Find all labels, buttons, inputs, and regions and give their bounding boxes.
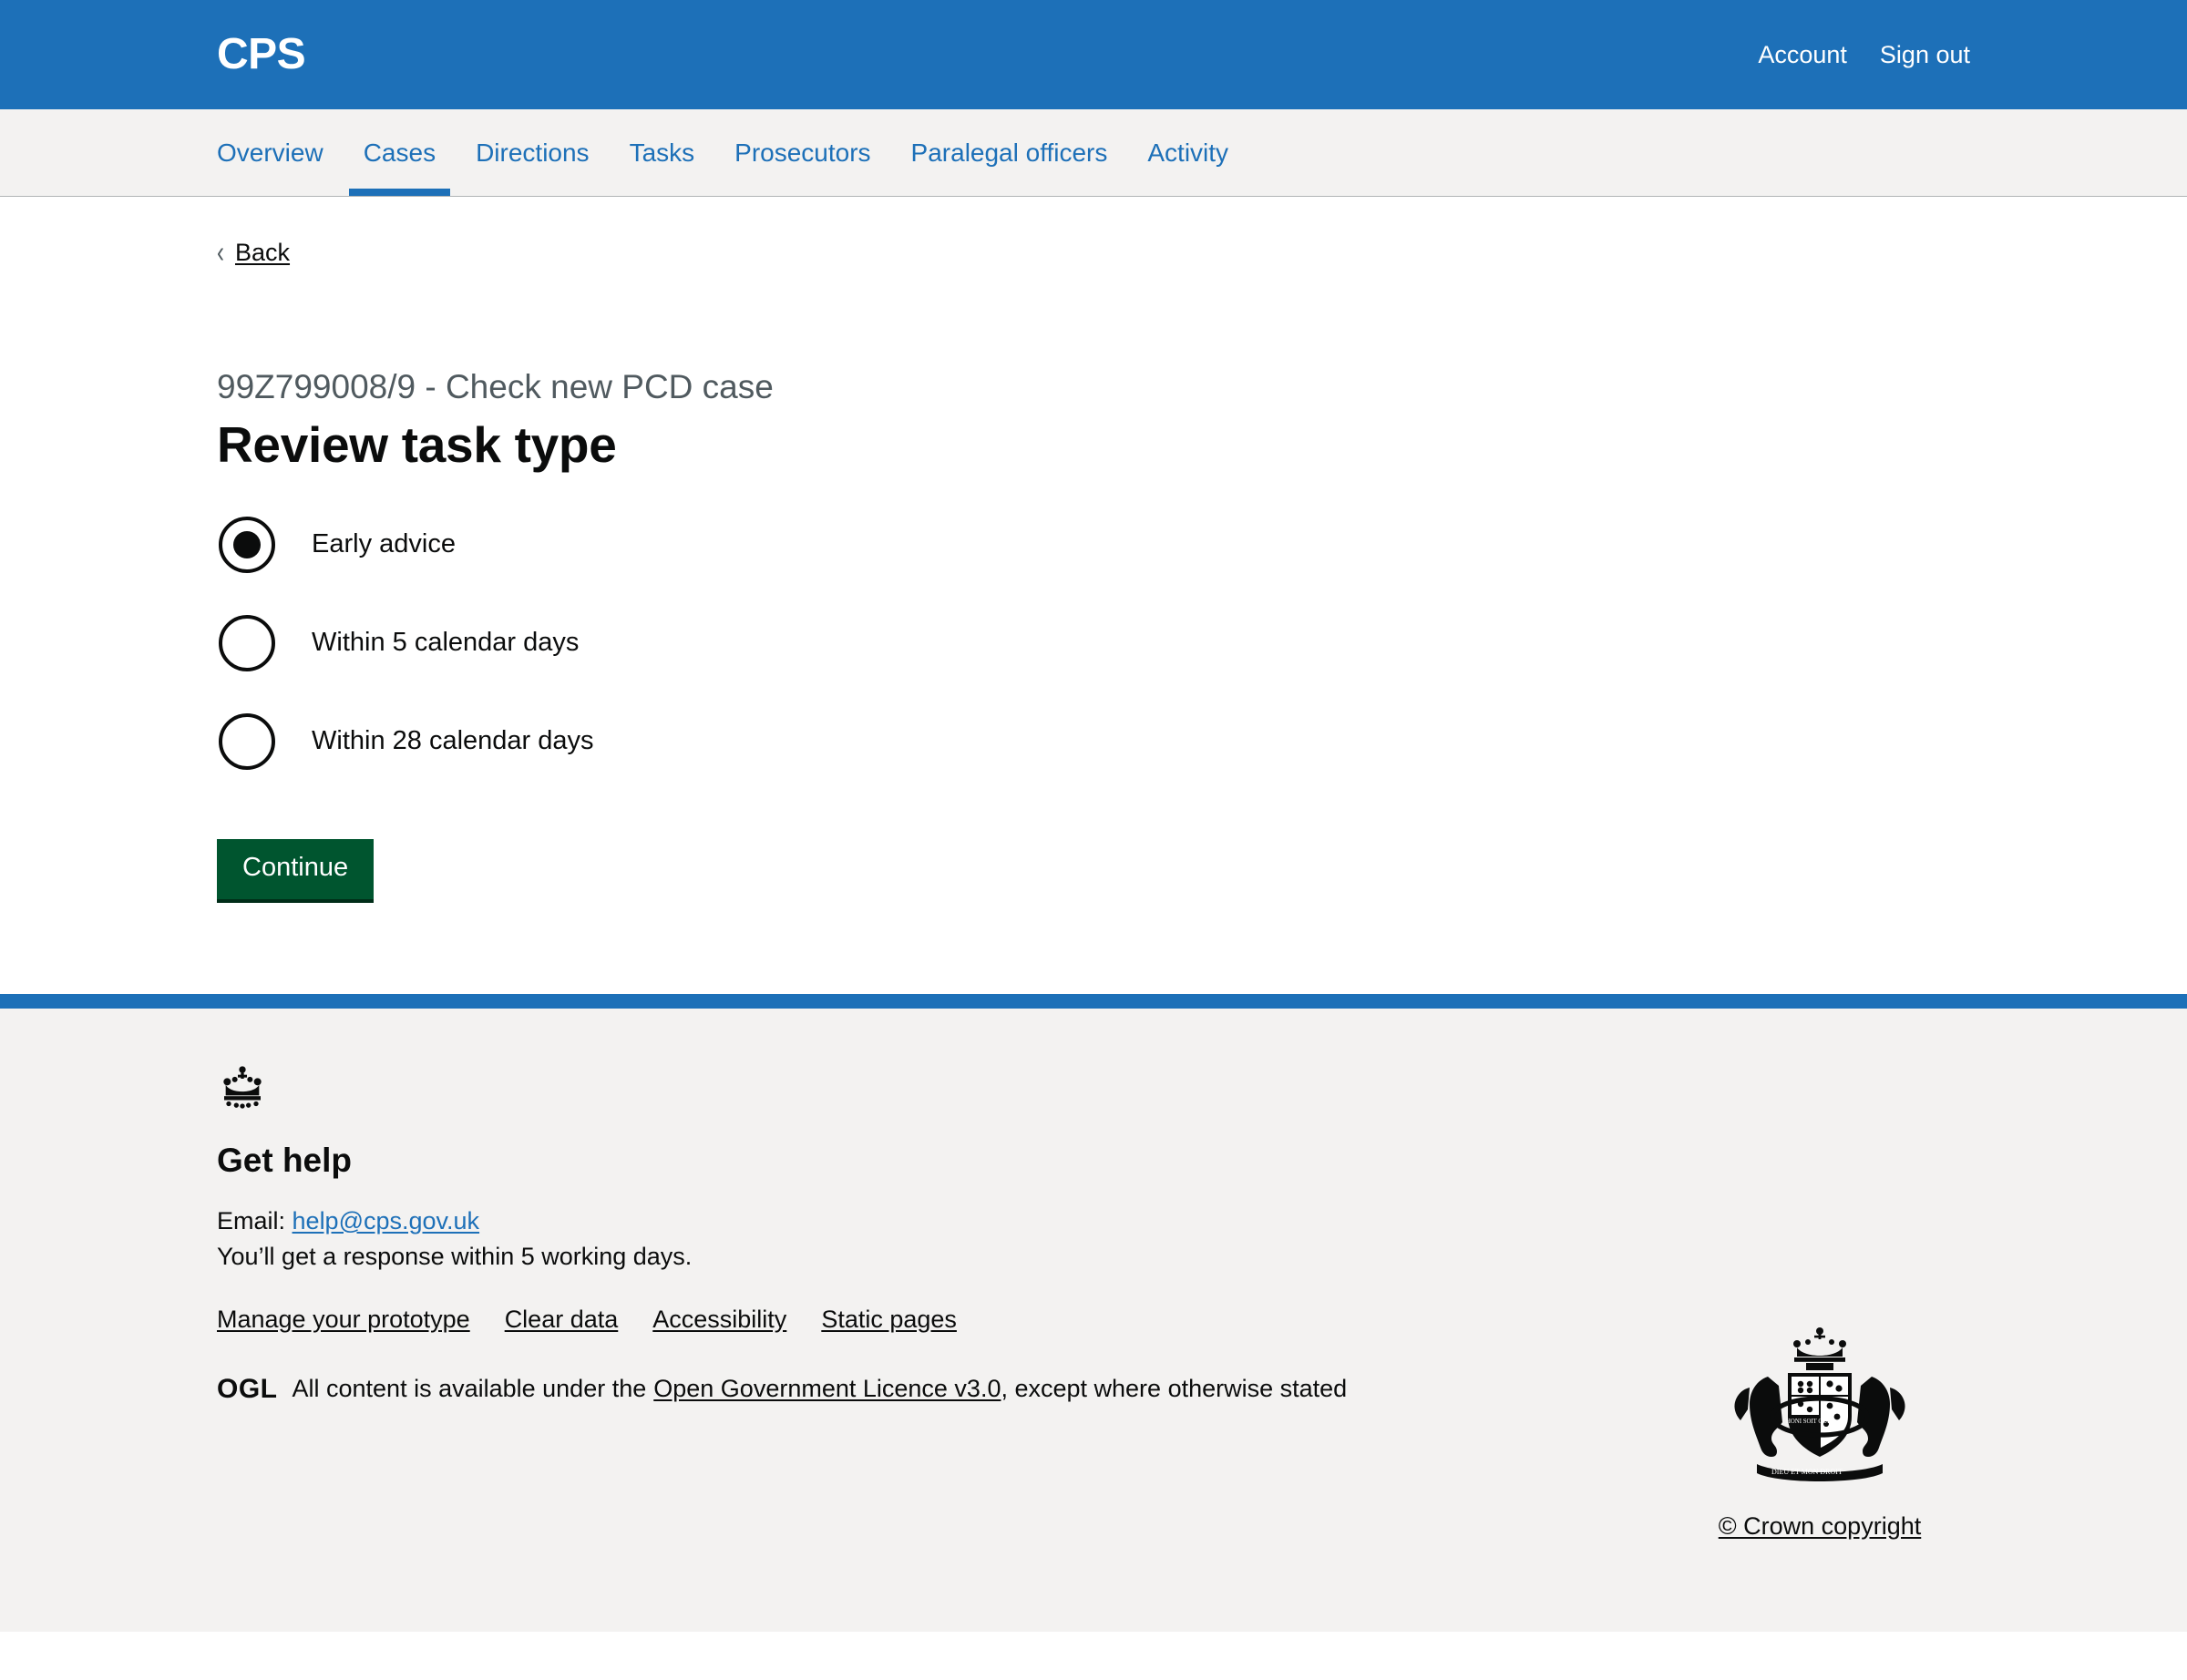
response-note: You’ll get a response within 5 working days.	[217, 1242, 693, 1270]
nav-link-directions[interactable]: Directions	[476, 138, 590, 167]
help-email-link[interactable]: help@cps.gov.uk	[292, 1206, 480, 1234]
sign-out-link[interactable]: Sign out	[1879, 40, 1970, 68]
nav-item-cases[interactable]	[344, 109, 456, 196]
get-help-heading: Get help	[217, 1141, 353, 1179]
footer-link-manage-your-prototype[interactable]: Manage your prototype	[217, 1305, 470, 1333]
nav-item-paralegal-officers[interactable]	[891, 109, 1128, 196]
radio-option-within-5-calendar-days[interactable]	[217, 604, 1970, 682]
page-title: Review task type	[217, 416, 617, 474]
licence-suffix-text: , except where otherwise stated	[1001, 1375, 1348, 1403]
svg-text:DIEU ET MON DROIT: DIEU ET MON DROIT	[1771, 1467, 1843, 1476]
radio-label-within-28-calendar-days: Within 28 calendar days	[312, 726, 594, 756]
crown-copyright-block	[1669, 1322, 1970, 1541]
site-header	[0, 0, 2187, 109]
main-content	[0, 197, 2187, 994]
brand-logo: CPS	[217, 30, 306, 78]
site-footer	[0, 994, 2187, 1632]
radio-circle-icon[interactable]	[219, 517, 275, 573]
case-caption: 99Z799008/9 - Check new PCD case	[217, 368, 774, 405]
footer-link-clear-data[interactable]: Clear data	[504, 1305, 619, 1333]
account-link[interactable]: Account	[1758, 40, 1847, 68]
footer-link-static-pages[interactable]: Static pages	[821, 1305, 957, 1333]
ogl-logo-icon: OGL	[217, 1373, 278, 1404]
nav-link-overview[interactable]: Overview	[217, 138, 323, 167]
radio-label-early-advice: Early advice	[312, 529, 456, 559]
header-account-links	[1758, 41, 1970, 69]
continue-button[interactable]: Continue	[217, 839, 374, 903]
nav-link-activity[interactable]: Activity	[1147, 138, 1229, 167]
radio-circle-icon[interactable]	[219, 615, 275, 671]
radio-label-within-5-calendar-days: Within 5 calendar days	[312, 628, 580, 658]
email-prefix-label: Email:	[217, 1206, 286, 1234]
nav-item-overview[interactable]	[217, 109, 344, 196]
back-link[interactable]	[217, 234, 291, 270]
nav-item-activity[interactable]	[1127, 109, 1248, 196]
back-link-label: Back	[235, 239, 291, 266]
radio-option-early-advice[interactable]	[217, 506, 1970, 584]
nav-link-paralegal-officers[interactable]: Paralegal officers	[910, 138, 1108, 167]
nav-item-prosecutors[interactable]	[714, 109, 890, 196]
radio-circle-icon[interactable]	[219, 713, 275, 770]
help-email-line	[217, 1204, 1970, 1239]
open-government-licence-link[interactable]: Open Government Licence v3.0	[653, 1375, 1001, 1403]
footer-link-accessibility[interactable]: Accessibility	[652, 1305, 787, 1333]
primary-navigation	[0, 109, 2187, 197]
nav-link-cases[interactable]: Cases	[344, 109, 456, 196]
crown-icon	[217, 1065, 1970, 1111]
radio-option-within-28-calendar-days[interactable]	[217, 702, 1970, 781]
licence-link-wrap	[653, 1375, 1347, 1403]
crown-copyright-link[interactable]: © Crown copyright	[1718, 1511, 1922, 1540]
nav-item-directions[interactable]	[456, 109, 609, 196]
nav-link-prosecutors[interactable]: Prosecutors	[734, 138, 871, 167]
chevron-left-icon: ‹	[217, 234, 224, 270]
licence-prefix-text: All content is available under the	[292, 1375, 647, 1403]
task-type-radio-group	[217, 506, 1970, 781]
royal-coat-of-arms-icon	[1669, 1322, 1970, 1500]
svg-text:HONI SOIT QUI: HONI SOIT QUI	[1786, 1418, 1830, 1425]
nav-item-tasks[interactable]	[610, 109, 715, 196]
nav-link-tasks[interactable]: Tasks	[629, 138, 695, 167]
